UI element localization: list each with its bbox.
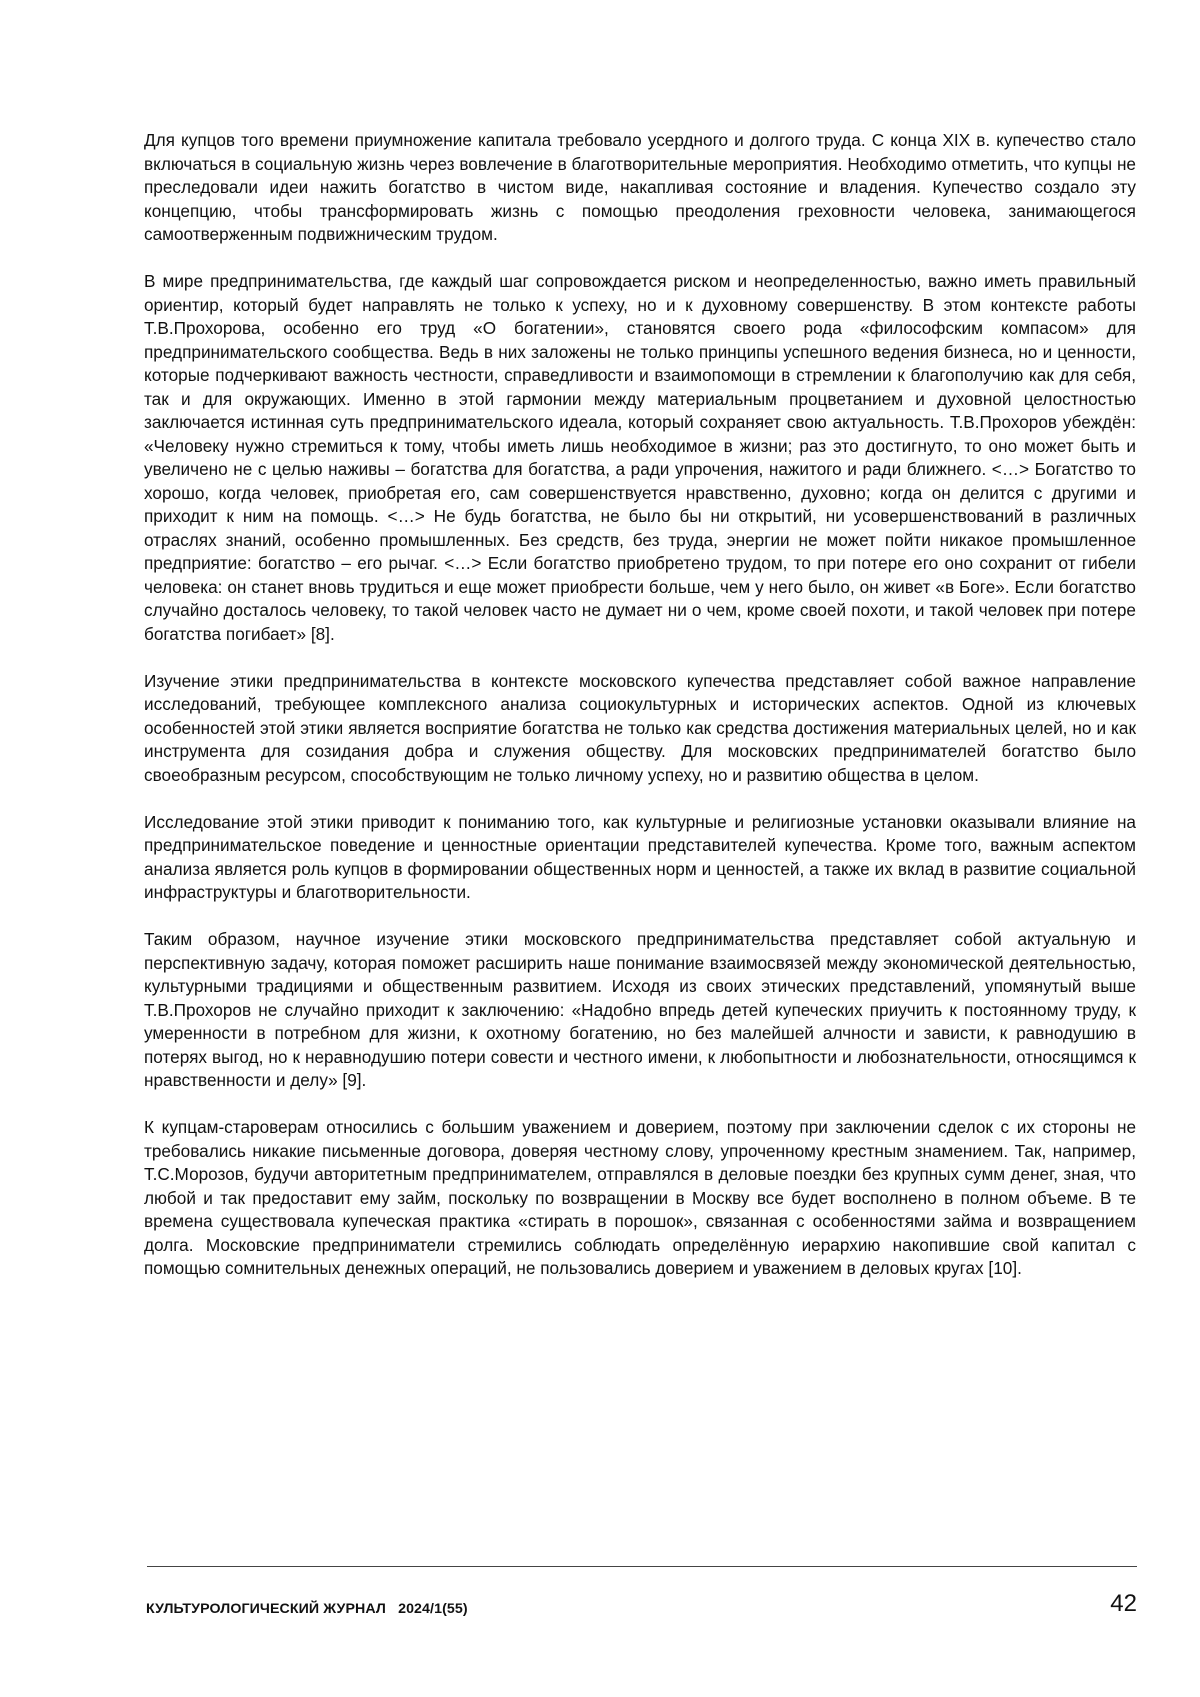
paragraph: Исследование этой этики приводит к пониманию того, как культурные и религиозные установки оказывали влияние на предпринимательское поведение и ценностные ориентации представителей купечества. Кроме того, важным аспектом анализа является роль купцов в формировании общественных норм и ценностей, а также их вклад в развитие социальной инфраструктуры и благотворительности. xyxy=(144,811,1136,902)
paragraph: К купцам-староверам относились с большим уважением и доверием, поэтому при заключении сделок с их стороны не требовались никакие письменные договора, доверяя честному слову, упроченному крестным знамением. Так, например, Т.С.Морозов, будучи авторитетным предпринимателем, отправлялся в деловые поездки без крупных сумм денег, зная, что любой и так предоставит ему займ, поскольку по возвращении в Москву все будет восполнено в полном объеме. В те времена существовала купеческая практика «стирать в порошок», связанная с особенностями займа и возвращением долга. Московские предприниматели стремились соблюдать определённую иерархию накопившие свой капитал с помощью сомнительных денежных операций, не пользовались доверием и уважением в деловых кругах [10]. xyxy=(144,1117,1136,1278)
journal-title: КУЛЬТУРОЛОГИЧЕСКИЙ ЖУРНАЛ 2024/1(55) xyxy=(146,1601,468,1617)
footer-divider xyxy=(147,1566,1137,1567)
paragraph: В мире предпринимательства, где каждый шаг сопровождается риском и неопределенностью, важно иметь правильный ориентир, который будет направлять не только к успеху, но и к духовному совершенству. В этом контексте работы Т.В.Прохорова, особенно его труд «О богатении», становятся своего рода «философским компасом» для предпринимательского сообщества. Ведь в них заложены не только принципы успешного ведения бизнеса, но и ценности, которые подчеркивают важность честности, справедливости и взаимопомощи в стремлении к благополучию как для себя, так и для окружающих. Именно в этой гармонии между материальным процветанием и духовной целостностью заключается истинная суть предпринимательского идеала, который сохраняет свою актуальность. Т.В.Прохоров убеждён: «Человеку нужно стремиться к тому, чтобы иметь лишь необходимое в жизни; раз это достигнуто, то оно может быть и увеличено не с целью наживы – богатства для богатства, а ради упрочения, нажитого и ради ближнего. <…> Богатство то хорошо, когда человек, приобретая его, сам совершенствуется нравственно, духовно; когда он делится с другими и приходит к ним на помощь. <…> Не будь богатства, не было бы ни открытий, ни усовершенствований в различных отраслях знаний, особенно промышленных. Без средств, без труда, энергии не может пойти никакое промышленное предприятие: богатство – его рычаг. <…> Если богатство приобретено трудом, то при потере его оно сохранит от гибели человека: он станет вновь трудиться и еще может приобрести больше, чем у него было, он живет «в Боге». Если богатство случайно досталось человеку, то такой человек часто не думает ни о чем, кроме своей похоти, и такой человек при потере богатства погибает» [8]. xyxy=(144,271,1136,644)
article-body xyxy=(144,129,1136,1304)
paragraph: Для купцов того времени приумножение капитала требовало усердного и долгого труда. С конца XIX в. купечество стало включаться в социальную жизнь через вовлечение в благотворительные мероприятия. Необходимо отметить, что купцы не преследовали идеи нажить богатство в чистом виде, накапливая состояние и владения. Купечество создало эту концепцию, чтобы трансформировать жизнь с помощью преодоления греховности человека, занимающегося самоотверженным подвижническим трудом. xyxy=(144,130,1136,244)
paragraph: Изучение этики предпринимательства в контексте московского купечества представляет собой важное направление исследований, требующее комплексного анализа социокультурных и исторических аспектов. Одной из ключевых особенностей этой этики является восприятие богатства не только как средства достижения материальных целей, но и как инструмента для созидания добра и служения обществу. Для московских предпринимателей богатство было своеобразным ресурсом, способствующим не только личному успеху, но и развитию общества в целом. xyxy=(144,670,1136,785)
paragraph: Таким образом, научное изучение этики московского предпринимательства представляет собой актуальную и перспективную задачу, которая поможет расширить наше понимание взаимосвязей между экономической деятельностью, культурными традициями и общественным развитием. Исходя из своих этических представлений, упомянутый выше Т.В.Прохоров не случайно приходит к заключению: «Надобно впредь детей купеческих приучить к постоянному труду, к умеренности в потребном для жизни, к охотному богатению, но без малейшей алчности и зависти, к равнодушию в потерях выгод, но к неравнодушию потери совести и честного имени, к любопытности и любознательности, относящимся к нравственности и делу» [9]. xyxy=(144,929,1136,1090)
page-number: 42 xyxy=(1110,1590,1137,1617)
